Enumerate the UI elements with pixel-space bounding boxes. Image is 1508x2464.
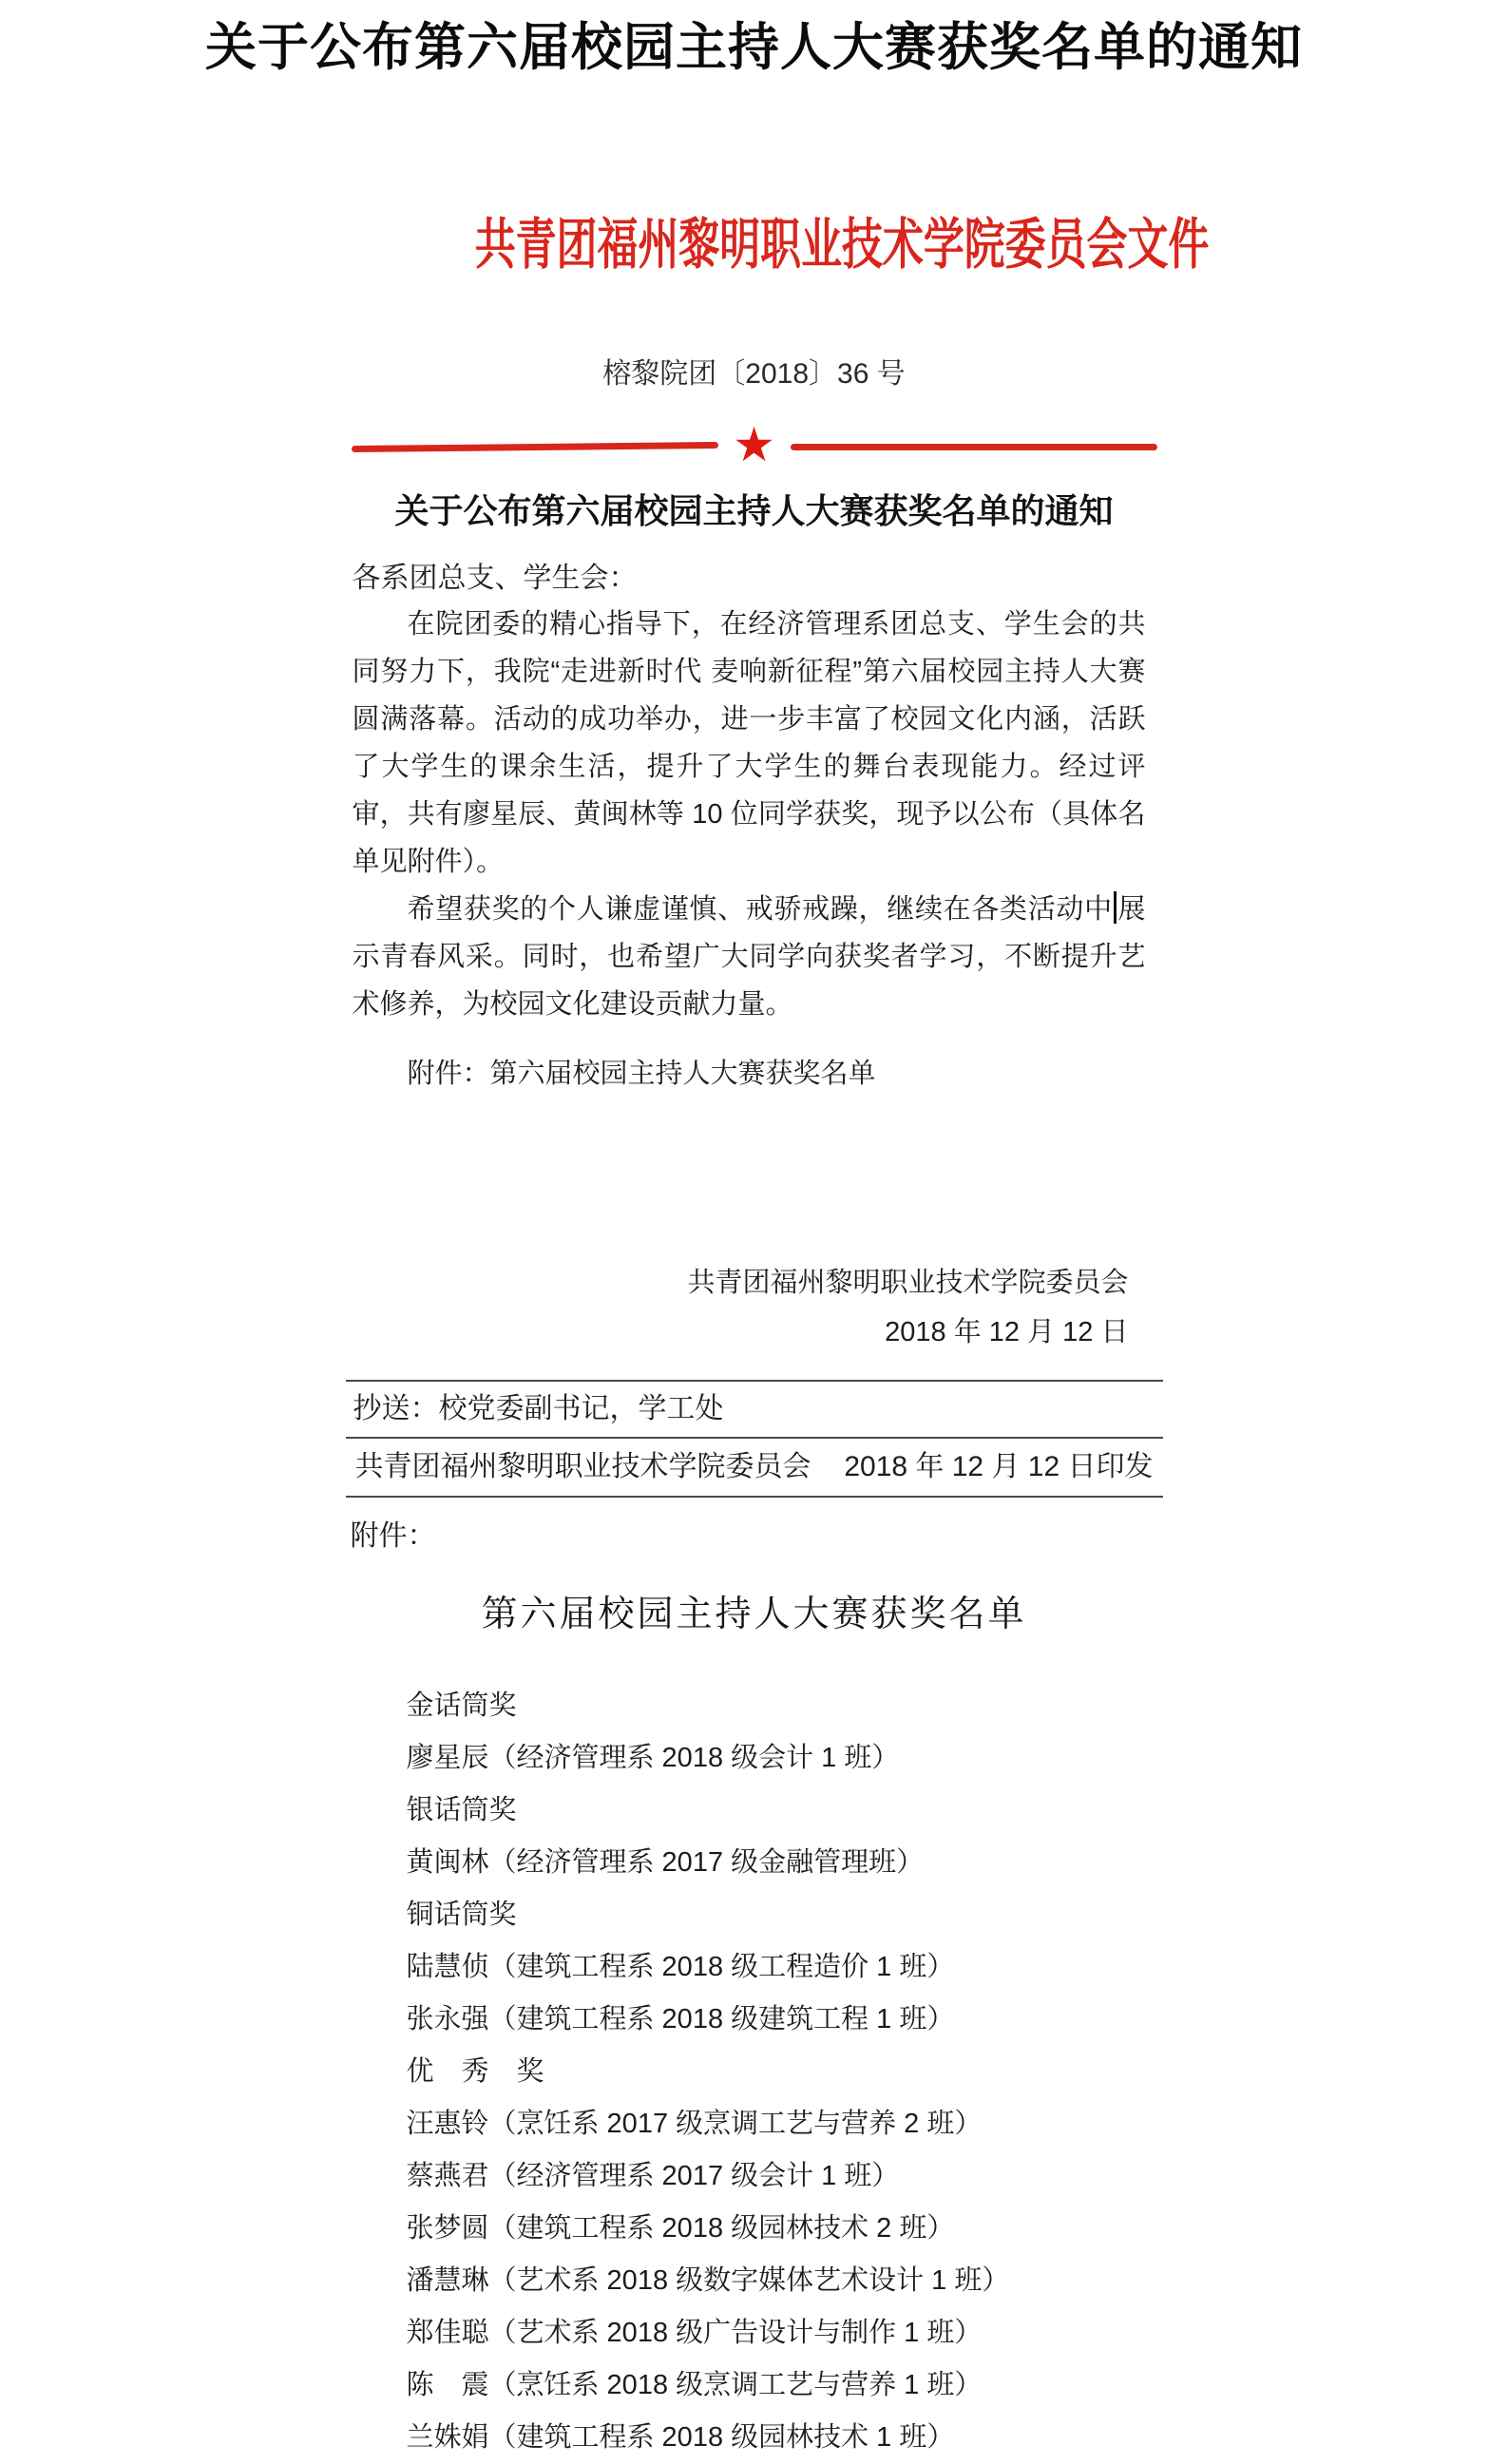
official-document (346, 209, 1209, 2464)
print-date: 2018 年 12 月 12 日印发 (844, 1451, 1154, 1482)
award-list-line: 郑佳聪（艺术系 2018 级广告设计与制作 1 班） (406, 2318, 983, 2348)
award-list-line: 蔡燕君（经济管理系 2017 级会计 1 班） (406, 2161, 900, 2191)
issuer-name: 共青团福州黎明职业技术学院委员会 (354, 1451, 811, 1482)
award-list-line: 优 秀 奖 (406, 2056, 544, 2087)
award-winner-list (346, 1680, 1163, 2464)
document-footer (346, 1380, 1163, 1498)
award-list-line: 潘慧琳（艺术系 2018 级数字媒体艺术设计 1 班） (406, 2265, 1010, 2296)
award-list-line: 黄闽林（经济管理系 2017 级金融管理班） (406, 1847, 925, 1878)
signature-date: 2018 年 12 月 12 日 (885, 1317, 1129, 1347)
signature-block (346, 1258, 1163, 1357)
document-number: 榕黎院团〔2018〕36 号 (602, 358, 906, 390)
star-icon: ★ (733, 418, 775, 471)
paragraph-2-text-after-cursor: 展示青春风采。同时，也希望广大同学向获奖者学习，不断提升艺术修养，为校园文化建设贡献力量。 (352, 894, 1146, 1020)
issuance-row (346, 1439, 1163, 1498)
award-list-line: 陆慧侦（建筑工程系 2018 级工程造价 1 班） (406, 1952, 955, 1982)
cc-line: 抄送：校党委副书记，学工处 (346, 1382, 1163, 1439)
notice-paragraph-1: 在院团委的精心指导下，在经济管理系团总支、学生会的共同努力下，我院“走进新时代 麦响新征程”第六届校园主持人大赛圆满落幕。活动的成功举办，进一步丰富了校园文化内涵，活跃了大学生的课余生活，提升了大学生的舞台表现能力。经过评审，共有廖星辰、黄闽林等 10 位同学获奖，现予以公布（具体名单见附件）。 (352, 609, 1146, 877)
document-page-title: 关于公布第六届校园主持人大赛获奖名单的通知 (205, 19, 1303, 76)
award-list-line: 银话筒奖 (406, 1795, 517, 1825)
attachment-section-label: 附件： (350, 1520, 436, 1552)
attachment-reference-line: 附件：第六届校园主持人大赛获奖名单 (407, 1059, 876, 1089)
divider-line-right (791, 444, 1157, 450)
attachment-title: 第六届校园主持人大赛获奖名单 (481, 1595, 1027, 1634)
signature-organization: 共青团福州黎明职业技术学院委员会 (687, 1268, 1129, 1298)
salutation: 各系团总支、学生会： (352, 563, 638, 594)
notice-title: 关于公布第六届校园主持人大赛获奖名单的通知 (394, 491, 1114, 530)
letterhead-org-title-text: 共青团福州黎明职业技术学院委员会文件 (474, 214, 1209, 276)
letterhead-divider (346, 420, 1163, 473)
award-list-line: 金话筒奖 (406, 1690, 517, 1721)
award-list-line: 陈 震（烹饪系 2018 级烹调工艺与营养 1 班） (406, 2370, 983, 2400)
paragraph-2-text-before-cursor: 希望获奖的个人谦虚谨慎、戒骄戒躁，继续在各类活动中 (407, 894, 1113, 925)
award-list-line: 铜话筒奖 (406, 1900, 517, 1930)
award-list-line: 廖星辰（经济管理系 2018 级会计 1 班） (406, 1743, 900, 1773)
notice-paragraph-2 (346, 886, 1163, 1028)
letterhead-org-title (346, 209, 1209, 281)
award-list-line: 张梦圆（建筑工程系 2018 级园林技术 2 班） (406, 2213, 955, 2244)
divider-line-left (351, 441, 717, 451)
text-cursor (1114, 891, 1117, 924)
award-list-line: 汪惠铃（烹饪系 2017 级烹调工艺与营养 2 班） (406, 2109, 983, 2139)
award-list-line: 张永强（建筑工程系 2018 级建筑工程 1 班） (406, 2004, 955, 2034)
award-list-line: 兰姝娟（建筑工程系 2018 级园林技术 1 班） (406, 2422, 955, 2453)
